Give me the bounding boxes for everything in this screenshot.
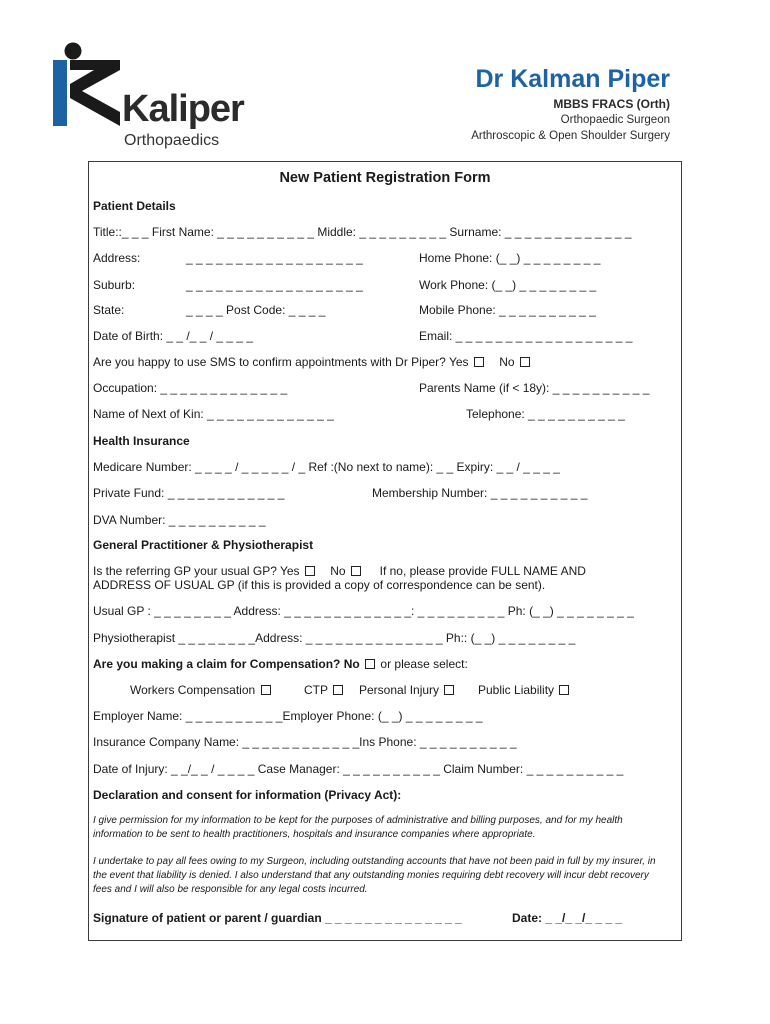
insurance-company-field[interactable]: Insurance Company Name: _ _ _ _ _ _ _ _ _ _ _ _Ins Phone: _ _ _ _ _ _ _ _ _ _ <box>93 735 517 749</box>
work-phone-field[interactable]: Work Phone: (_ _) _ _ _ _ _ _ _ _ <box>419 278 597 292</box>
declaration-heading: Declaration and consent for information (Privacy Act): <box>93 788 402 802</box>
form-title: New Patient Registration Form <box>279 170 491 186</box>
public-liability-label: Public Liability <box>478 683 555 697</box>
ctp-checkbox[interactable] <box>333 685 343 695</box>
state-postcode-field[interactable]: _ _ _ _ Post Code: _ _ _ _ <box>186 303 326 317</box>
dva-field[interactable]: DVA Number: _ _ _ _ _ _ _ _ _ _ <box>93 513 266 527</box>
referring-no-label: No <box>330 564 346 578</box>
kaliper-logo-icon <box>50 42 120 128</box>
address-label: Address: <box>93 251 141 265</box>
email-field[interactable]: Email: _ _ _ _ _ _ _ _ _ _ _ _ _ _ _ _ _ _ <box>419 329 633 343</box>
doctor-name: Dr Kalman Piper <box>475 65 670 93</box>
occupation-field[interactable]: Occupation: _ _ _ _ _ _ _ _ _ _ _ _ _ <box>93 381 288 395</box>
workers-comp-option[interactable] <box>130 683 273 698</box>
referring-no-checkbox[interactable] <box>351 566 361 576</box>
declaration-paragraph-1: I give permission for my information to be kept for the purposes of administrative and billing purposes, and for my health information to be sent to health practitioners, hospitals and insurance companies where appropriate. <box>93 815 623 840</box>
physio-field[interactable]: Physiotherapist _ _ _ _ _ _ _ _Address: _ _ _ _ _ _ _ _ _ _ _ _ _ _ Ph:: (_ _) _ _ _ _ _ _ _ _ <box>93 631 576 645</box>
signature-field[interactable]: Signature of patient or parent / guardian _ _ _ _ _ _ _ _ _ _ _ _ _ _ <box>93 911 462 925</box>
logo-subtitle: Orthopaedics <box>124 132 220 149</box>
compensation-question <box>93 657 468 672</box>
logo-name: Kaliper <box>122 88 244 130</box>
doctor-block <box>471 64 670 144</box>
public-liability-checkbox[interactable] <box>559 685 569 695</box>
sms-question <box>93 355 532 370</box>
personal-injury-checkbox[interactable] <box>444 685 454 695</box>
declaration-paragraph-2: I undertake to pay all fees owing to my Surgeon, including outstanding accounts that have not been paid in full by my insurer, in the event that liability is denied. I also understand that any outstanding monies requiring debt recovery will incur debt recovery fees and I will also be responsible for any legal costs incurred. <box>93 856 656 895</box>
sms-no-checkbox[interactable] <box>520 357 530 367</box>
private-fund-field[interactable]: Private Fund: _ _ _ _ _ _ _ _ _ _ _ _ <box>93 486 285 500</box>
registration-form <box>88 161 682 941</box>
referring-instruction: If no, please provide FULL NAME AND <box>379 564 586 578</box>
parents-name-field[interactable]: Parents Name (if < 18y): _ _ _ _ _ _ _ _ _ _ <box>419 381 650 395</box>
name-line[interactable]: Title::_ _ _ First Name: _ _ _ _ _ _ _ _ _ _ Middle: _ _ _ _ _ _ _ _ _ Surname: _ _ _ _ _ _ _ _ _ _ _ _ _ <box>93 225 632 239</box>
state-label: State: <box>93 303 125 317</box>
membership-field[interactable]: Membership Number: _ _ _ _ _ _ _ _ _ _ <box>372 486 588 500</box>
sms-yes-checkbox[interactable] <box>474 357 484 367</box>
compensation-question-tail: or please select: <box>380 657 468 671</box>
patient-details-heading: Patient Details <box>93 199 176 213</box>
doctor-role: Orthopaedic Surgeon <box>560 114 670 126</box>
home-phone-field[interactable]: Home Phone: (_ _) _ _ _ _ _ _ _ _ <box>419 251 601 265</box>
gp-heading: General Practitioner & Physiotherapist <box>93 538 314 552</box>
suburb-field[interactable]: _ _ _ _ _ _ _ _ _ _ _ _ _ _ _ _ _ _ <box>186 278 363 292</box>
referring-gp-question <box>93 564 586 579</box>
ctp-option[interactable] <box>304 683 345 698</box>
usual-gp-field[interactable]: Usual GP : _ _ _ _ _ _ _ _ Address: _ _ _ _ _ _ _ _ _ _ _ _ _: _ _ _ _ _ _ _ _ _ Ph: (_ _) _ _ _ _ _ _ _ _ <box>93 604 634 618</box>
ctp-label: CTP <box>304 683 328 697</box>
dob-field[interactable]: Date of Birth: _ _ /_ _ / _ _ _ _ <box>93 329 254 343</box>
mobile-phone-field[interactable]: Mobile Phone: _ _ _ _ _ _ _ _ _ _ <box>419 303 596 317</box>
referring-instruction-line2: ADDRESS OF USUAL GP (if this is provided a copy of correspondence can be sent). <box>93 578 546 592</box>
workers-comp-checkbox[interactable] <box>261 685 271 695</box>
personal-injury-label: Personal Injury <box>359 683 440 697</box>
sms-no-label: No <box>499 355 515 369</box>
medicare-field[interactable]: Medicare Number: _ _ _ _ / _ _ _ _ _ / _ Ref :(No next to name): _ _ Expiry: _ _ / _ _ _ _ <box>93 460 560 474</box>
next-of-kin-field[interactable]: Name of Next of Kin: _ _ _ _ _ _ _ _ _ _ _ _ _ <box>93 407 334 421</box>
sms-question-text: Are you happy to use SMS to confirm appointments with Dr Piper? Yes <box>93 355 469 369</box>
injury-field[interactable]: Date of Injury: _ _/_ _ / _ _ _ _ Case Manager: _ _ _ _ _ _ _ _ _ _ Claim Number: _ _ _ _ _ _ _ _ _ _ <box>93 762 624 776</box>
signature-date-field[interactable]: Date: _ _/_ _/_ _ _ _ <box>512 911 623 925</box>
employer-field[interactable]: Employer Name: _ _ _ _ _ _ _ _ _ _Employer Phone: (_ _) _ _ _ _ _ _ _ _ <box>93 709 483 723</box>
referring-gp-text: Is the referring GP your usual GP? Yes <box>93 564 300 578</box>
compensation-no-checkbox[interactable] <box>365 659 375 669</box>
address-field[interactable]: _ _ _ _ _ _ _ _ _ _ _ _ _ _ _ _ _ _ <box>186 251 363 265</box>
telephone-field[interactable]: Telephone: _ _ _ _ _ _ _ _ _ _ <box>466 407 625 421</box>
doctor-qualifications: MBBS FRACS (Orth) <box>553 97 670 111</box>
doctor-specialty: Arthroscopic & Open Shoulder Surgery <box>471 130 670 142</box>
suburb-label: Suburb: <box>93 278 136 292</box>
health-insurance-heading: Health Insurance <box>93 434 190 448</box>
personal-injury-option[interactable] <box>359 683 456 698</box>
referring-yes-checkbox[interactable] <box>305 566 315 576</box>
compensation-question-text: Are you making a claim for Compensation? No <box>93 657 360 671</box>
public-liability-option[interactable] <box>478 683 571 698</box>
workers-comp-label: Workers Compensation <box>130 683 256 697</box>
